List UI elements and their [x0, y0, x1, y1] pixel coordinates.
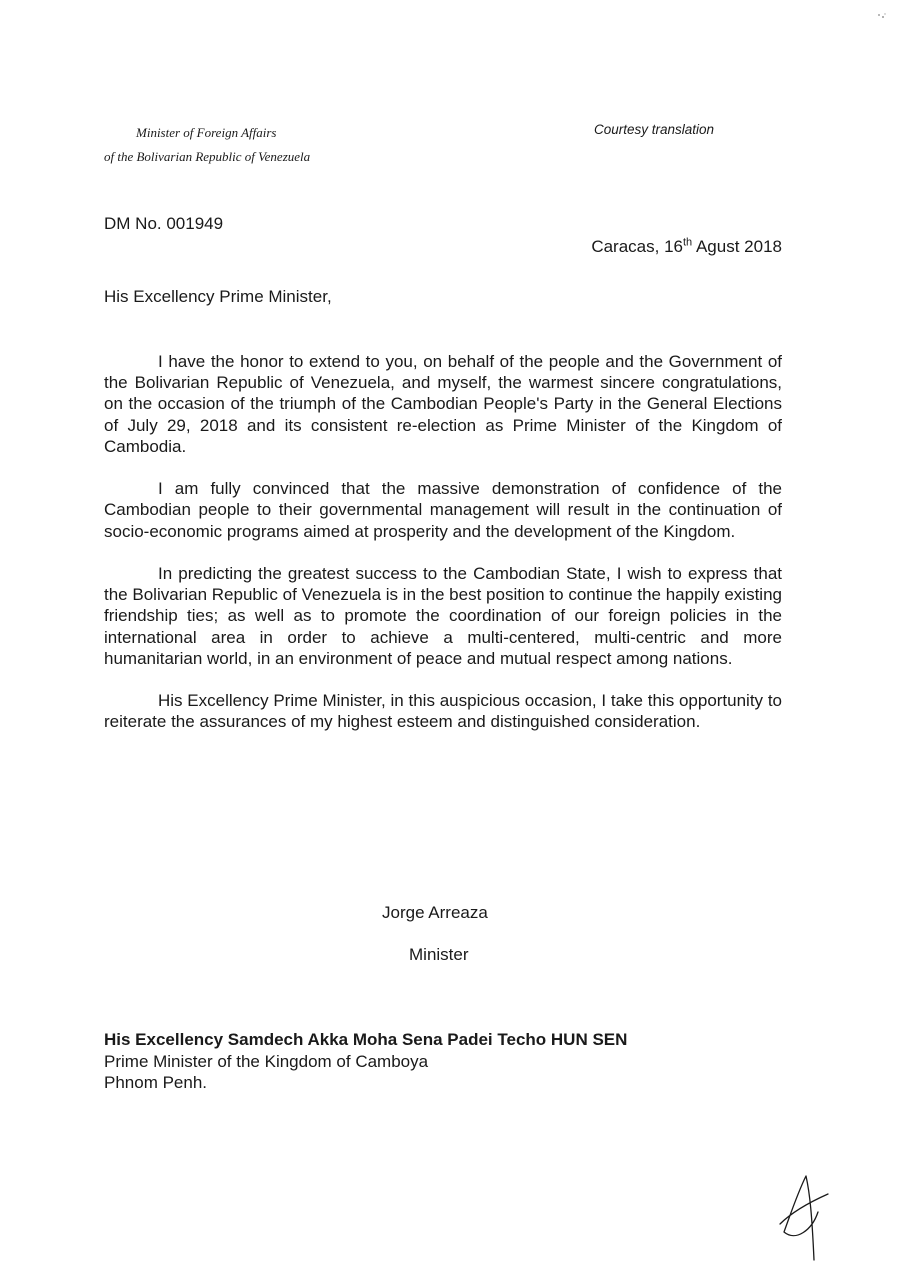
date-prefix: Caracas, 16 [591, 237, 683, 256]
addressee-line-1: Prime Minister of the Kingdom of Camboya [104, 1051, 429, 1071]
signatory-title: Minister [409, 945, 469, 964]
letterhead [104, 121, 310, 169]
letterhead-line-1: Minister of Foreign Affairs [136, 125, 277, 140]
letter-body [104, 351, 782, 754]
courtesy-translation-note: Courtesy translation [594, 122, 715, 137]
letterhead-line-2: of the Bolivarian Republic of Venezuela [104, 149, 311, 164]
date-suffix: Agust 2018 [692, 237, 782, 256]
handwritten-initials-icon [772, 1172, 832, 1264]
date-ordinal-suffix: th [683, 236, 693, 249]
salutation: His Excellency Prime Minister, [104, 287, 332, 306]
signatory-name: Jorge Arreaza [382, 903, 488, 922]
body-paragraph: I am fully convinced that the massive demonstration of confidence of the Cambodian people to their governmental management will result in the continuation of socio-economic programs aimed at prosperity and the development of the Kingdom. [104, 479, 782, 541]
scan-speck-icon [876, 12, 888, 22]
body-paragraph: I have the honor to extend to you, on behalf of the people and the Government of the Bolivarian Republic of Venezuela, and myself, the warmest sincere congratulations, on the occasion of the triumph of the Cambodian People's Party in the General Elections of July 29, 2018 and its consistent re-election as Prime Minister of the Kingdom of Cambodia. [104, 352, 782, 456]
body-paragraph: In predicting the greatest success to the Cambodian State, I wish to express that the Bolivarian Republic of Venezuela is in the best position to continue the happily existing friendship ties; as well as to promote the coordination of our foreign policies in the international area in order to achieve a multi-centered, multi-centric and more humanitarian world, in an environment of peace and mutual respect among nations. [104, 564, 782, 668]
addressee-block [104, 1029, 627, 1094]
body-paragraph: His Excellency Prime Minister, in this auspicious occasion, I take this opportunity to reiterate the assurances of my highest esteem and distinguished consideration. [104, 691, 782, 732]
reference-number: DM No. 001949 [104, 214, 224, 233]
addressee-name: His Excellency Samdech Akka Moha Sena Padei Techo HUN SEN [104, 1030, 628, 1049]
letter-date [591, 237, 782, 257]
addressee-line-2: Phnom Penh. [104, 1073, 208, 1092]
